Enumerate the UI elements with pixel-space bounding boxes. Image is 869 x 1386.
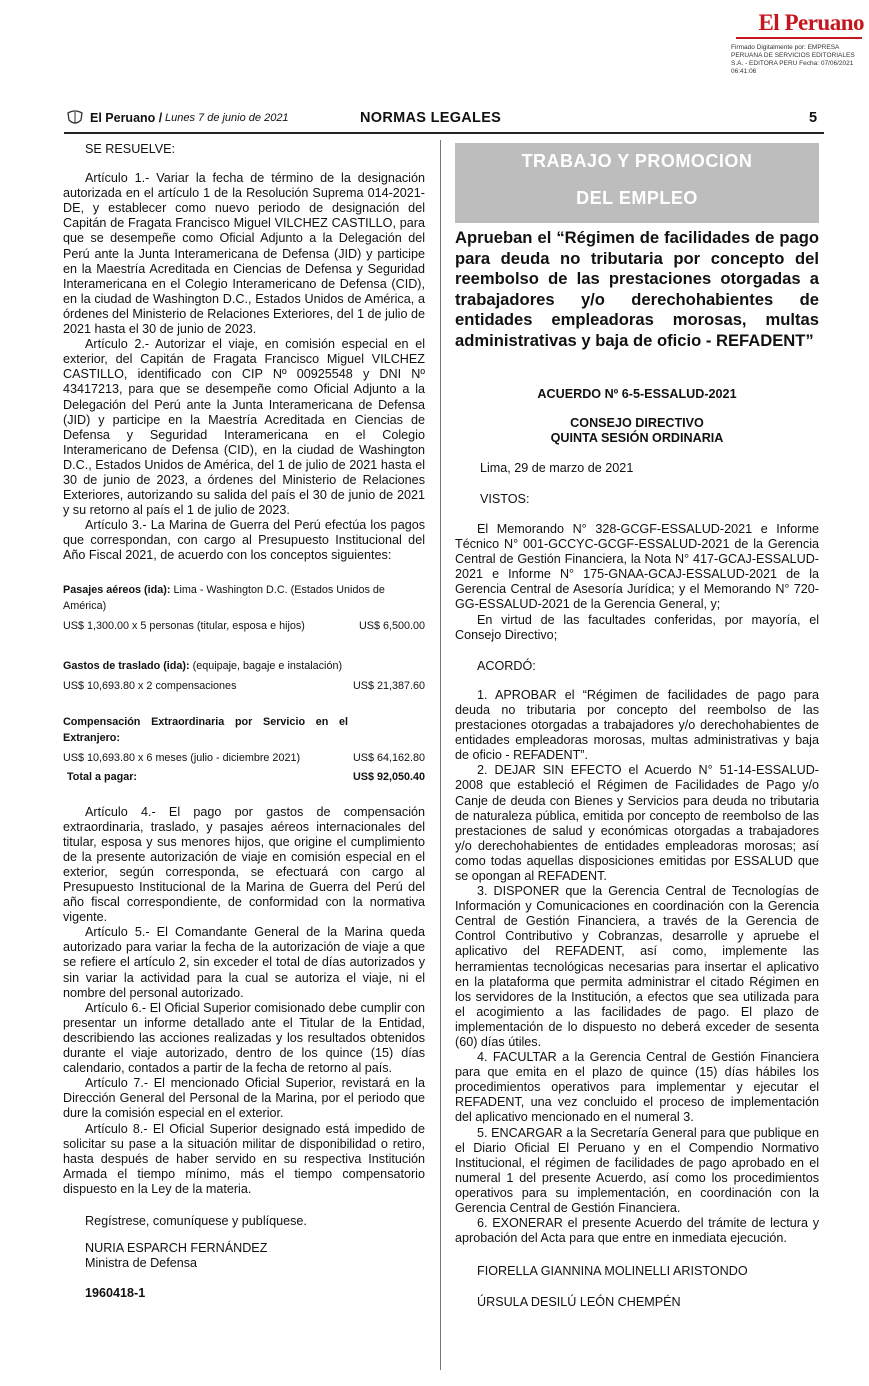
column-divider	[440, 140, 441, 1370]
pasajes-route: Lima - Washington D.C. (Estados Unidos de América)	[63, 583, 385, 612]
acuerdo-number: ACUERDO Nº 6-5-ESSALUD-2021	[537, 387, 737, 401]
lima-date: Lima, 29 de marzo de 2021	[480, 461, 634, 475]
banner-line-2: DEL EMPLEO	[576, 188, 698, 208]
table-row	[63, 750, 425, 766]
registrese: Regístrese, comuníquese y publíquese.	[85, 1213, 307, 1228]
coat-of-arms-icon	[66, 110, 84, 126]
pasajes-label: Pasajes aéreos (ida):	[63, 583, 171, 596]
point-4: 4. FACULTAR a la Gerencia Central de Gestión Financiera para que emita en el plazo de quince (15) días hábiles los procedimientos operativos para implementar y ejecutar el REFADENT, una vez concluido el proceso de implementación del aplicativo mencionado en el numeral 3.	[455, 1050, 819, 1125]
header-brand: El Peruano /	[90, 111, 163, 125]
article-2: Artículo 2.- Autorizar el viaje, en comisión especial en el exterior, del Capitán de Fragata Francisco Miguel VILCHEZ CASTILLO, identificado con CIP Nº 00925548 y DNI Nº 43417213, para que se desempeñe como Oficial Adjunto a la Delegación del Perú ante la Junta Interamericana de Defensa (JID) y participe en la Maestría Acreditada en Ciencias de Defensa y Seguridad Interamericana en el Colegio Interamericano de Defensa (CID), en la ciudad de Washington D.C., Estados Unidos de América, del 1 de julio de 2021 hasta el 30 de junio de 2023, a órdenes del Ministerio de Relaciones Exteriores, autorizando su salida del país el 30 de junio de 2021 y su retorno al país el 1 de julio de 2023.	[63, 337, 425, 518]
signature-2: ÚRSULA DESILÚ LEÓN CHEMPÉN	[477, 1295, 681, 1310]
traslado-heading	[63, 658, 425, 674]
article-7: Artículo 7.- El mencionado Oficial Superior, revistará en la Dirección General del Personal de la Marina, por el periodo que dure la comisión especial en el exterior.	[63, 1076, 425, 1121]
traslado-label: Gastos de traslado (ida):	[63, 659, 190, 672]
header-date: Lunes 7 de junio de 2021	[165, 112, 289, 124]
consejo-directivo: CONSEJO DIRECTIVO	[570, 416, 704, 430]
sesion-ordinaria: QUINTA SESIÓN ORDINARIA	[550, 431, 724, 445]
acordo: ACORDÓ:	[477, 658, 536, 673]
section-banner	[455, 143, 819, 223]
article-8: Artículo 8.- El Oficial Superior designado está impedido de solicitar su pase a la situación militar de disponibilidad o retiro, hasta después de haber servido en su respectiva Institución Armada el tiempo mínimo, más el tiempo compensatorio dispuesto en la Ley de la materia.	[63, 1121, 425, 1196]
payment-table	[63, 582, 425, 785]
point-6: 6. EXONERAR el presente Acuerdo del trámite de lectura y aprobación del Acta para que entre en inmediata ejecución.	[455, 1216, 819, 1246]
total-row	[63, 769, 425, 785]
compensacion-amount: US$ 64,162.80	[352, 751, 425, 764]
table-row	[63, 678, 425, 694]
total-amount: US$ 92,050.40	[352, 770, 425, 783]
point-5: 5. ENCARGAR a la Secretaría General para que publique en el Diario Oficial El Peruano y en el Compendio Normativo Institucional, el régimen de facilidades de pago aprobado en el numeral 1 del presente Acuerdo, así como los procedimientos operativos para su implementación, en coordinación con la Gerencia Central de Gestión Financiera.	[455, 1125, 819, 1216]
pasajes-heading	[63, 582, 425, 614]
pasajes-calc: US$ 1,300.00 x 5 personas (titular, esposa e hijos)	[63, 619, 305, 632]
page-header	[64, 108, 824, 134]
page-number: 5	[809, 110, 818, 126]
article-1: Artículo 1.- Variar la fecha de término de la designación autorizada en el artículo 1 de la Resolución Suprema 014-2021-DE, y establecer como nuevo periodo de designación del Capitán de Fragata Francisco Miguel VILCHEZ CASTILLO, para que se desempeñe como Oficial Adjunto a la Delegación del Perú ante la Junta Interamericana de Defensa (JID) y participe en la Maestría Acreditada en Ciencias de Defensa y Seguridad Interamericana en el Colegio Interamericano de Defensa (CID), en la ciudad de Washington D.C., Estados Unidos de América, a órdenes del Ministerio de Relaciones Exteriores, del 1 de julio de 2021 hasta el 30 de junio de 2023.	[63, 171, 425, 337]
memorando: El Memorando N° 328-GCGF-ESSALUD-2021 e Informe Técnico N° 001-GCCYC-GCGF-ESSALUD-2021 de la Gerencia Central de Gestión Financiera, la Nota N° 417-GCAJ-ESSALUD-2021 e Informe N° 175-GNAA-GCAJ-ESSALUD-2021 de la Gerencia Central de Asesoría Jurídica; y el Memorando N° 720-GG-ESSALUD-2021 de la Gerencia General, y;	[455, 522, 819, 612]
banner-line-1: TRABAJO Y PROMOCION	[521, 151, 753, 171]
right-column	[455, 522, 819, 1311]
document-code: 1960418-1	[85, 1286, 146, 1301]
se-resuelve: SE RESUELVE:	[85, 142, 176, 156]
article-3: Artículo 3.- La Marina de Guerra del Perú efectúa los pagos que correspondan, con cargo al Presupuesto Institucional del Año Fiscal 2021, de acuerdo con los conceptos siguientes:	[63, 518, 425, 563]
logo-underline	[736, 37, 862, 39]
point-2: 2. DEJAR SIN EFECTO el Acuerdo N° 51-14-ESSALUD-2008 que estableció el Régimen de Facilidades de Pago y/o Canje de deuda con Bienes y Servicios para deuda no tributaria de naturaleza pública, emitida por concepto de reembolso de las prestaciones de salud y económicas otorgadas a trabajadores y/o derechohabientes de entidades empleadoras morosas; así como todas aquellas disposiciones emitidas por ESSALUD que se opongan al REFADENT.	[455, 763, 819, 883]
article-6: Artículo 6.- El Oficial Superior comisionado debe cumplir con presentar un informe detallado ante el Titular de la Entidad, describiendo las acciones realizadas y los resultados obtenidos durante el viaje autorizado, dentro de los quince (15) días calendario, contados a partir de la fecha de retorno al país.	[63, 1000, 425, 1076]
point-3: 3. DISPONER que la Gerencia Central de Tecnologías de Información y Comunicaciones en coordinación con la Gerencia Central de Gestión Financiera, a través de la Gerencia de Control Contributivo y Cobranzas, desarrolle y apruebe el aplicativo del REFADENT, así como, implemente las herramientas tecnológicas necesarias para insertar el aplicativo en la plataforma que permita administrar el citado Régimen en los servidores de la Institución, a efectos que sea utilizada para el acogimiento a las facilidades de pago. El plazo de implementación de lo dispuesto no deberá exceder de sesenta (60) días útiles.	[455, 884, 819, 1049]
traslado-calc: US$ 10,693.80 x 2 compensaciones	[63, 679, 237, 692]
el-peruano-logo: El Peruano	[758, 10, 864, 35]
resolution-title: Aprueban el “Régimen de facilidades de pago para deuda no tributaria por concepto del reembolso de las prestaciones otorgadas a trabajadores y/o derechohabientes de entidades empleadoras morosas, multas administrativas y baja de oficio - REFADENT”	[455, 228, 819, 350]
article-5: Artículo 5.- El Comandante General de la Marina queda autorizado para variar la fecha de la autorización de viaje a que se refiere el artículo 2, sin exceder el total de días autorizados y sin variar la actividad para la cual se autoriza el viaje, ni el nombre del personal autorizado.	[63, 925, 425, 1000]
left-column	[63, 142, 425, 1301]
compensacion-heading: Compensación Extraordinaria por Servicio en el Extranjero:	[63, 715, 348, 744]
vistos: VISTOS:	[480, 492, 530, 506]
virtud: En virtud de las facultades conferidas, por mayoría, el Consejo Directivo;	[455, 612, 819, 642]
digital-signature: Firmado Digitalmente por: EMPRESA PERUANA DE SERVICIOS EDITORIALES S.A. - EDITORA PERU Fecha: 07/06/2021 06:41:06	[731, 44, 855, 75]
total-label: Total a pagar:	[67, 770, 137, 783]
traslado-desc: (equipaje, bagaje e instalación)	[192, 659, 343, 672]
compensacion-calc: US$ 10,693.80 x 6 meses (julio - diciembre 2021)	[63, 751, 301, 764]
header-section: NORMAS LEGALES	[360, 110, 502, 126]
article-4: Artículo 4.- El pago por gastos de compensación extraordinaria, traslado, y pasajes aéreos internacionales del titular, esposa y sus menores hijos, que origine el cumplimiento de la presente autorización de viaje en comisión especial en el exterior, según corresponda, se efectuará con cargo al Presupuesto Institucional de la Marina de Guerra del Perú del año fiscal correspondiente, de conformidad con la normativa vigente.	[63, 804, 425, 925]
pasajes-amount: US$ 6,500.00	[358, 619, 425, 632]
traslado-amount: US$ 21,387.60	[352, 679, 425, 692]
table-row	[63, 618, 425, 634]
signature-1: FIORELLA GIANNINA MOLINELLI ARISTONDO	[477, 1264, 748, 1279]
signer-title: Ministra de Defensa	[85, 1256, 197, 1271]
signer-name: NURIA ESPARCH FERNÁNDEZ	[85, 1241, 268, 1256]
point-1: 1. APROBAR el “Régimen de facilidades de pago para deuda no tributaria por concepto del reembolso de las prestaciones otorgadas a trabajadores y/o derechohabientes de entidades empleadoras morosas, multas administrativas y baja de oficio - REFADENT”.	[455, 687, 819, 763]
